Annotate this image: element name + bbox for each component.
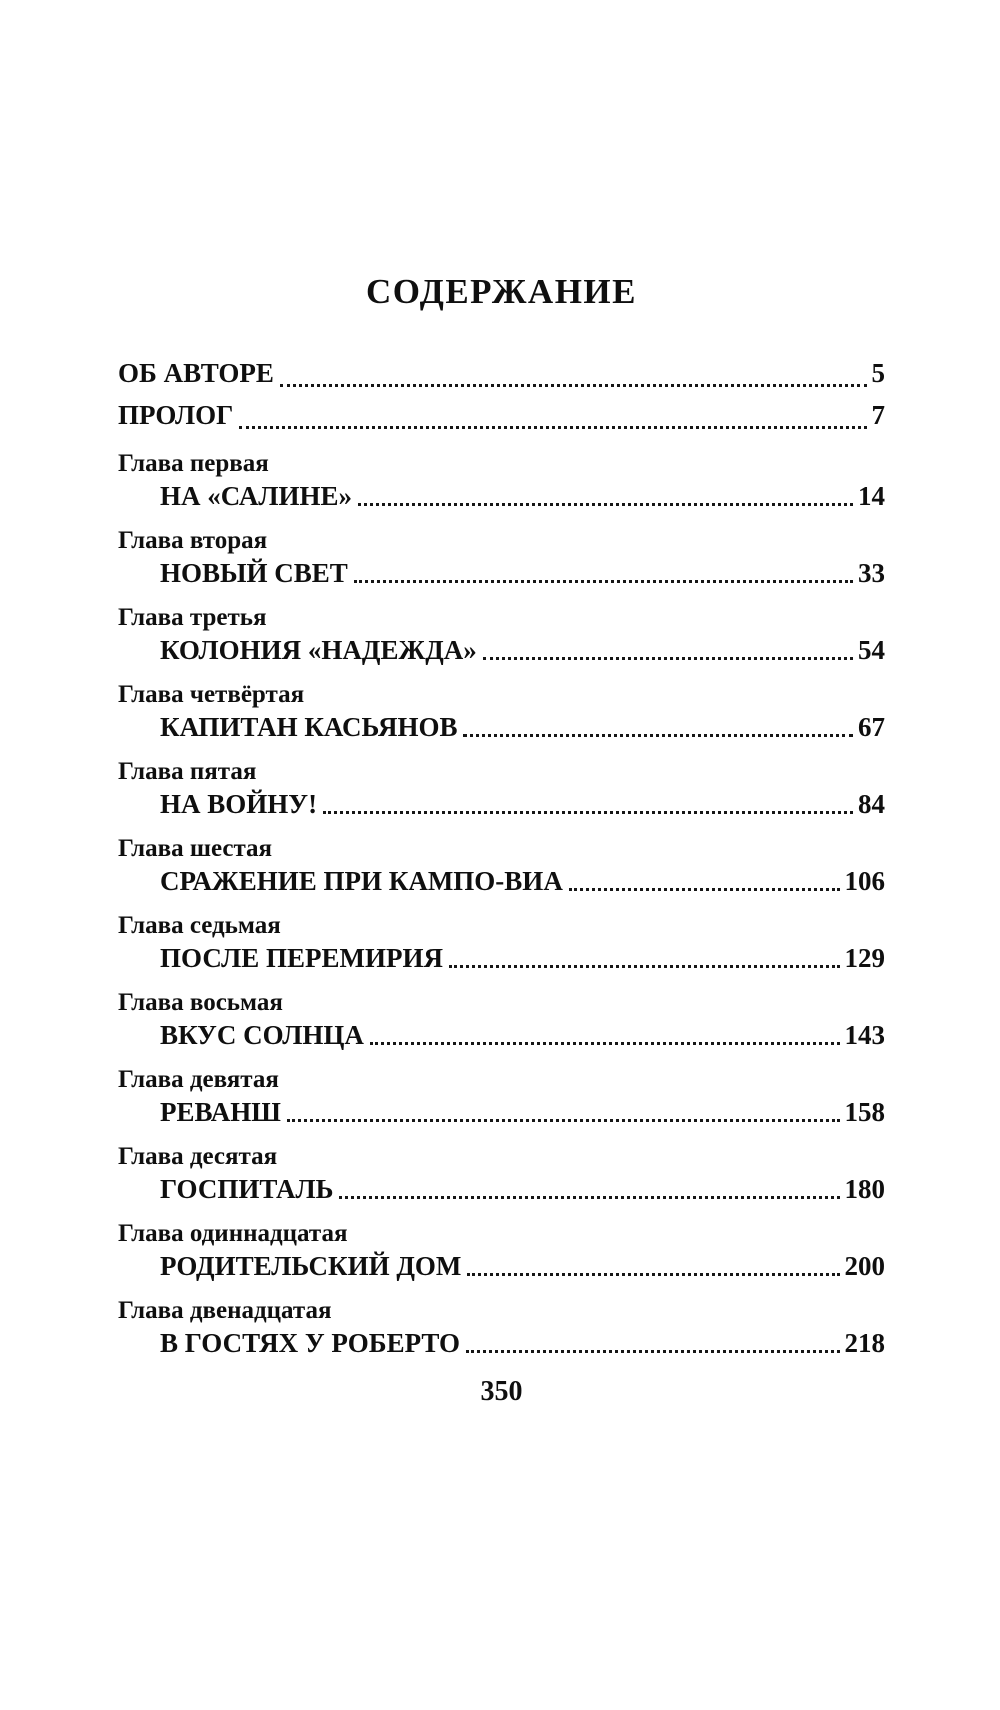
toc-entry	[118, 602, 885, 667]
toc-entry	[118, 352, 885, 394]
toc-entry-row	[118, 787, 885, 821]
chapter-title: СРАЖЕНИЕ ПРИ КАМПО-ВИА	[160, 866, 563, 896]
page-number: 5	[871, 358, 885, 388]
page-number: 180	[844, 1174, 885, 1204]
toc-entry-row	[118, 1095, 885, 1129]
chapter-title: КОЛОНИЯ «НАДЕЖДА»	[160, 635, 477, 665]
toc-entry-row	[118, 633, 885, 667]
footer-page-number: 350	[480, 1376, 523, 1407]
page-number: 106	[844, 866, 885, 896]
page-number: 14	[858, 481, 885, 511]
toc-entry-row	[118, 941, 885, 975]
toc-entry	[118, 1141, 885, 1206]
toc-entry	[118, 756, 885, 821]
chapter-label: Глава восьмая	[118, 989, 283, 1016]
toc-entry-row	[118, 556, 885, 590]
toc-entry	[118, 1218, 885, 1283]
book-contents-page	[0, 270, 1000, 1710]
dot-leader	[358, 503, 853, 506]
chapter-title: ГОСПИТАЛЬ	[160, 1174, 334, 1204]
dot-leader	[287, 1119, 840, 1122]
toc-entry	[118, 394, 885, 436]
chapter-title: ОБ АВТОРЕ	[118, 358, 274, 388]
toc-entry-row	[118, 1172, 885, 1206]
toc-entry	[118, 833, 885, 898]
chapter-label: Глава первая	[118, 450, 269, 477]
dot-leader	[569, 888, 840, 891]
toc-entry	[118, 987, 885, 1052]
page-number: 218	[844, 1328, 885, 1358]
page-title: СОДЕРЖАНИЕ	[365, 272, 637, 311]
toc-entry-row	[118, 1326, 885, 1360]
chapter-label: Глава седьмая	[118, 912, 281, 939]
chapter-label: Глава вторая	[118, 527, 268, 554]
chapter-label: Глава четвёртая	[118, 681, 305, 708]
toc-entry-row	[118, 1018, 885, 1052]
dot-leader	[466, 1350, 839, 1353]
dot-leader	[323, 811, 853, 814]
chapter-label: Глава одиннадцатая	[118, 1220, 348, 1247]
page-number: 158	[844, 1097, 885, 1127]
toc-entry	[118, 1295, 885, 1360]
toc-entry-row	[118, 479, 885, 513]
page-number: 129	[844, 943, 885, 973]
chapter-title: ПОСЛЕ ПЕРЕМИРИЯ	[160, 943, 444, 973]
toc-entry	[118, 679, 885, 744]
chapter-label: Глава третья	[118, 604, 267, 631]
page-number: 54	[858, 635, 885, 665]
toc-entry	[118, 1064, 885, 1129]
dot-leader	[370, 1042, 840, 1045]
chapter-label: Глава десятая	[118, 1143, 278, 1170]
toc-entry-row	[118, 352, 885, 394]
page-number: 84	[858, 789, 885, 819]
dot-leader	[280, 384, 867, 387]
page-number: 200	[844, 1251, 885, 1281]
dot-leader	[463, 734, 853, 737]
chapter-title: НОВЫЙ СВЕТ	[160, 558, 348, 588]
dot-leader	[483, 657, 853, 660]
toc-entry-row	[118, 864, 885, 898]
toc-entry-row	[118, 1249, 885, 1283]
dot-leader	[354, 580, 853, 583]
toc-entry	[118, 910, 885, 975]
page-number: 7	[871, 400, 885, 430]
chapter-title: НА «САЛИНЕ»	[160, 481, 353, 511]
chapter-title: НА ВОЙНУ!	[160, 789, 318, 819]
dot-leader	[339, 1196, 839, 1199]
page-number: 67	[858, 712, 885, 742]
toc-entry-row	[118, 394, 885, 436]
chapter-title: ВКУС СОЛНЦА	[160, 1020, 364, 1050]
chapter-title: В ГОСТЯХ У РОБЕРТО	[160, 1328, 461, 1358]
page-number: 33	[858, 558, 885, 588]
page-number: 143	[844, 1020, 885, 1050]
chapter-title: РОДИТЕЛЬСКИЙ ДОМ	[160, 1251, 462, 1281]
toc-entry-row	[118, 710, 885, 744]
chapter-title: РЕВАНШ	[160, 1097, 281, 1127]
dot-leader	[239, 426, 866, 429]
toc-entry	[118, 525, 885, 590]
chapter-title: ПРОЛОГ	[118, 400, 234, 430]
toc-list	[118, 352, 885, 1360]
chapter-label: Глава девятая	[118, 1066, 279, 1093]
chapter-title: КАПИТАН КАСЬЯНОВ	[160, 712, 458, 742]
chapter-label: Глава шестая	[118, 835, 273, 862]
chapter-label: Глава пятая	[118, 758, 257, 785]
toc-entry	[118, 448, 885, 513]
dot-leader	[449, 965, 839, 968]
dot-leader	[467, 1273, 839, 1276]
chapter-label: Глава двенадцатая	[118, 1297, 332, 1324]
